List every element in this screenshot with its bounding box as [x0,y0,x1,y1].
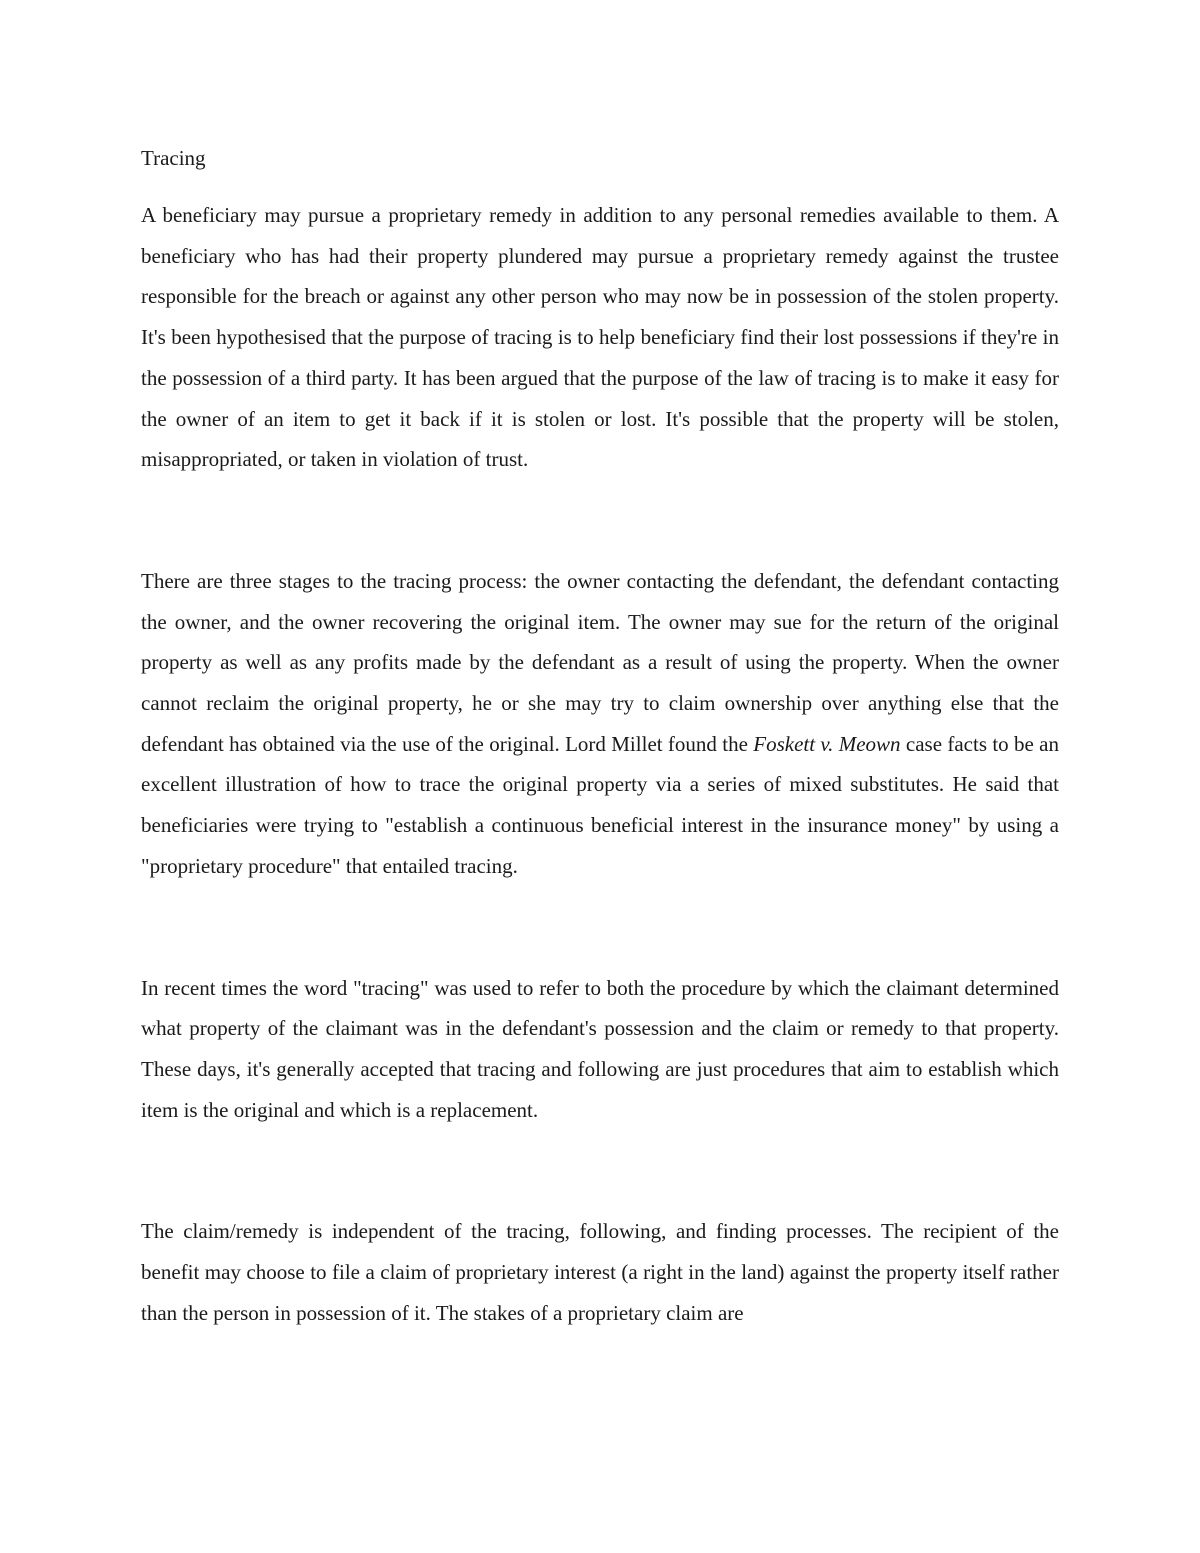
paragraph-2-text-start: There are three stages to the tracing process: the owner contacting the defendant, the defendant contacting the owner, and the owner recovering the original item. The owner may sue for the return of the original property as well as any profits made by the defendant as a result of using the property. When the owner cannot reclaim the original property, he or she may try to claim ownership over anything else that the defendant has obtained via the use of the original. Lord Millet found the [141,568,1059,756]
document-page [141,138,1059,1333]
paragraph-2 [141,561,1059,887]
document-title: Tracing [141,146,206,170]
paragraph-spacer [141,887,1059,968]
paragraph-spacer [141,480,1059,561]
paragraph-3: In recent times the word "tracing" was used to refer to both the procedure by which the claimant determined what property of the claimant was in the defendant's possession and the claim or remedy to that property. These days, it's generally accepted that tracing and following are just procedures that aim to establish which item is the original and which is a replacement. [141,975,1059,1122]
paragraph-2-text-end: case facts to be an excellent illustration of how to trace the original property via a series of mixed substitutes. He said that beneficiaries were trying to "establish a continuous beneficial interest in the insurance money" by using a "proprietary procedure" that entailed tracing. [141,731,1059,878]
paragraph-spacer [141,1130,1059,1211]
case-citation: Foskett v. Meown [753,731,901,756]
paragraph-1: A beneficiary may pursue a proprietary remedy in addition to any personal remedies available to them. A beneficiary who has had their property plundered may pursue a proprietary remedy against the trustee responsible for the breach or against any other person who may now be in possession of the stolen property. It's been hypothesised that the purpose of tracing is to help beneficiary find their lost possessions if they're in the possession of a third party. It has been argued that the purpose of the law of tracing is to make it easy for the owner of an item to get it back if it is stolen or lost. It's possible that the property will be stolen, misappropriated, or taken in violation of trust. [141,203,1059,472]
paragraph-4: The claim/remedy is independent of the tracing, following, and finding processes. The recipient of the benefit may choose to file a claim of proprietary interest (a right in the land) against the property itself rather than the person in possession of it. The stakes of a proprietary claim are [141,1219,1059,1325]
